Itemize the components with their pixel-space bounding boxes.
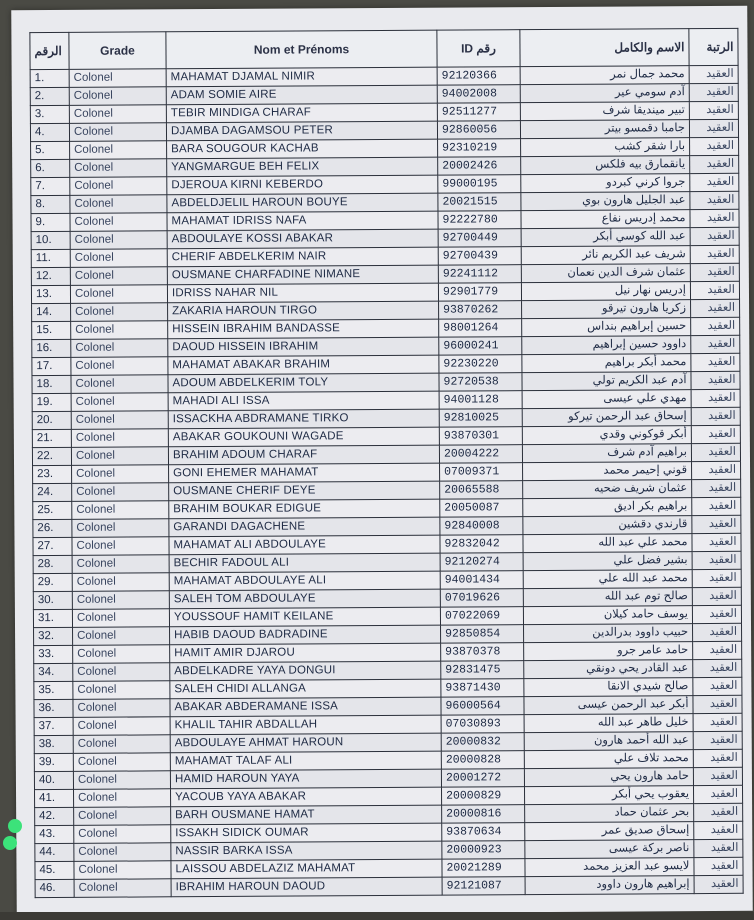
row-arabic-name: براهيم آدم شرف xyxy=(522,444,691,463)
row-id: 92901779 xyxy=(438,283,521,302)
row-id: 92120274 xyxy=(440,553,523,572)
row-arabic-name: خليل طاهر عبد الله xyxy=(524,714,693,733)
row-grade: Colonel xyxy=(70,231,167,250)
header-arabic-name: الاسم والكامل xyxy=(520,29,689,67)
row-number: 26. xyxy=(33,519,72,537)
row-arabic-name: عبد الجليل هارون بوي xyxy=(521,192,690,211)
row-arabic-grade: العقيد xyxy=(691,425,740,443)
row-grade: Colonel xyxy=(72,483,169,502)
row-grade: Colonel xyxy=(72,501,169,520)
row-number: 25. xyxy=(33,501,72,519)
row-arabic-grade: العقيد xyxy=(691,407,740,425)
row-arabic-grade: العقيد xyxy=(693,677,742,695)
row-arabic-grade: العقيد xyxy=(692,569,741,587)
row-name: CHERIF ABDELKERIM NAIR xyxy=(167,247,438,267)
row-grade: Colonel xyxy=(72,591,169,610)
row-number: 16. xyxy=(32,339,71,357)
row-number: 12. xyxy=(31,267,70,285)
row-arabic-grade: العقيد xyxy=(693,731,742,749)
row-name: ADAM SOMIE AIRE xyxy=(166,85,437,105)
row-grade: Colonel xyxy=(71,321,168,340)
row-arabic-name: حامد عامر جرو xyxy=(524,642,693,661)
row-grade: Colonel xyxy=(73,663,170,682)
row-arabic-grade: العقيد xyxy=(692,587,741,605)
row-grade: Colonel xyxy=(73,627,170,646)
row-id: 96000564 xyxy=(441,697,524,716)
row-grade: Colonel xyxy=(70,159,167,178)
row-grade: Colonel xyxy=(72,519,169,538)
row-arabic-name: حامد هارون يحي xyxy=(524,768,693,787)
row-name: BARH OUSMANE HAMAT xyxy=(171,805,442,825)
row-name: ABDOULAYE AHMAT HAROUN xyxy=(170,733,441,753)
row-number: 3. xyxy=(30,105,69,123)
row-name: MAHAMAT IDRISS NAFA xyxy=(167,211,438,231)
row-arabic-grade: العقيد xyxy=(694,821,743,839)
row-arabic-grade: العقيد xyxy=(691,335,740,353)
row-arabic-grade: العقيد xyxy=(693,749,742,767)
row-arabic-name: محمد جمال نمر xyxy=(520,66,689,85)
row-grade: Colonel xyxy=(73,753,170,772)
row-arabic-name: إدريس نهار نيل xyxy=(521,282,690,301)
row-id: 92840008 xyxy=(440,517,523,536)
row-grade: Colonel xyxy=(72,555,169,574)
row-grade: Colonel xyxy=(74,879,171,898)
row-arabic-grade: العقيد xyxy=(690,173,739,191)
row-grade: Colonel xyxy=(70,267,167,286)
row-name: YANGMARGUE BEH FELIX xyxy=(167,157,438,177)
row-number: 43. xyxy=(35,825,74,843)
row-arabic-grade: العقيد xyxy=(693,695,742,713)
row-arabic-grade: العقيد xyxy=(689,119,738,137)
row-id: 93870634 xyxy=(442,823,525,842)
row-arabic-grade: العقيد xyxy=(691,443,740,461)
row-number: 6. xyxy=(31,159,70,177)
row-arabic-grade: العقيد xyxy=(694,803,743,821)
row-arabic-name: محمد علي عبد الله xyxy=(523,534,692,553)
row-number: 9. xyxy=(31,213,70,231)
row-id: 20000828 xyxy=(441,751,524,770)
row-name: ABDELKADRE YAYA DONGUI xyxy=(170,661,441,681)
row-id: 93870262 xyxy=(439,301,522,320)
row-name: IDRISS NAHAR NIL xyxy=(167,283,438,303)
row-id: 92720538 xyxy=(439,373,522,392)
row-name: BRAHIM ADOUM CHARAF xyxy=(168,445,439,465)
row-name: OUSMANE CHERIF DEYE xyxy=(169,481,440,501)
row-arabic-grade: العقيد xyxy=(692,515,741,533)
row-grade: Colonel xyxy=(73,699,170,718)
row-number: 2. xyxy=(30,87,69,105)
row-arabic-grade: العقيد xyxy=(690,227,739,245)
row-id: 20050087 xyxy=(440,499,523,518)
bottom-edge xyxy=(0,912,754,920)
row-number: 37. xyxy=(34,717,73,735)
row-grade: Colonel xyxy=(72,537,169,556)
row-arabic-name: يعقوب يحي أبكر xyxy=(524,786,693,805)
row-name: HAMIT AMIR DJAROU xyxy=(170,643,441,663)
row-arabic-name: محمد عبد الله علي xyxy=(523,570,692,589)
row-arabic-name: إسحاق عبد الرحمن تيركو xyxy=(522,408,691,427)
row-id: 92700449 xyxy=(438,229,521,248)
row-name: MAHAMAT ABAKAR BRAHIM xyxy=(168,355,439,375)
row-number: 21. xyxy=(32,429,71,447)
row-arabic-grade: العقيد xyxy=(691,389,740,407)
row-grade: Colonel xyxy=(74,807,171,826)
row-number: 33. xyxy=(34,645,73,663)
row-id: 92700439 xyxy=(438,247,521,266)
row-id: 92810025 xyxy=(439,409,522,428)
row-arabic-name: صالح شيدي الانقا xyxy=(524,678,693,697)
row-name: YOUSSOUF HAMIT KEILANE xyxy=(169,607,440,627)
row-arabic-grade: العقيد xyxy=(691,371,740,389)
row-number: 22. xyxy=(32,447,71,465)
row-name: BECHIR FADOUL ALI xyxy=(169,553,440,573)
row-id: 20021289 xyxy=(442,859,525,878)
row-name: MAHADI ALI ISSA xyxy=(168,391,439,411)
row-arabic-name: عبد الله كوسي أبكر xyxy=(521,228,690,247)
row-arabic-name: آدم عبد الكريم تولي xyxy=(522,372,691,391)
row-id: 93870301 xyxy=(439,427,522,446)
row-arabic-name: براهيم بكر اديق xyxy=(523,498,692,517)
row-arabic-name: صالح توم عبد الله xyxy=(523,588,692,607)
row-number: 1. xyxy=(30,69,69,87)
row-arabic-grade: العقيد xyxy=(690,245,739,263)
row-arabic-grade: العقيد xyxy=(690,191,739,209)
row-id: 20002426 xyxy=(438,157,521,176)
row-name: MAHAMAT ABDOULAYE ALI xyxy=(169,571,440,591)
row-arabic-name: يانقمارق بيه فلكس xyxy=(521,156,690,175)
row-id: 07009371 xyxy=(440,463,523,482)
table-header-row xyxy=(30,28,738,69)
row-number: 38. xyxy=(34,735,73,753)
row-name: TEBIR MINDIGA CHARAF xyxy=(166,103,437,123)
row-id: 99000195 xyxy=(438,175,521,194)
row-id: 93870378 xyxy=(441,643,524,662)
row-arabic-grade: العقيد xyxy=(691,299,740,317)
row-arabic-name: أبكر قوكوني وقدي xyxy=(522,426,691,445)
row-number: 15. xyxy=(32,321,71,339)
roster-body xyxy=(30,65,743,897)
row-id: 92511277 xyxy=(437,103,520,122)
row-grade: Colonel xyxy=(71,447,168,466)
row-arabic-name: جروا كرني كبردو xyxy=(521,174,690,193)
row-id: 07019626 xyxy=(440,589,523,608)
row-name: DJAMBA DAGAMSOU PETER xyxy=(166,121,437,141)
row-arabic-grade: العقيد xyxy=(694,875,743,893)
row-arabic-grade: العقيد xyxy=(690,281,739,299)
row-number: 35. xyxy=(34,681,73,699)
row-arabic-name: إسحاق صديق عمر xyxy=(525,822,694,841)
row-grade: Colonel xyxy=(69,105,166,124)
row-number: 19. xyxy=(32,393,71,411)
row-number: 45. xyxy=(35,861,74,879)
header-arabic-grade: الرتبة xyxy=(689,28,738,65)
row-number: 34. xyxy=(34,663,73,681)
row-number: 28. xyxy=(33,555,72,573)
row-name: LAISSOU ABDELAZIZ MAHAMAT xyxy=(171,859,442,879)
row-number: 41. xyxy=(35,789,74,807)
row-arabic-name: قوني إحيمر محمد xyxy=(523,462,692,481)
row-grade: Colonel xyxy=(69,69,166,88)
row-arabic-grade: العقيد xyxy=(692,551,741,569)
row-number: 20. xyxy=(32,411,71,429)
row-name: ABAKAR ABDERAMANE ISSA xyxy=(170,697,441,717)
row-arabic-grade: العقيد xyxy=(693,767,742,785)
row-id: 20000832 xyxy=(441,733,524,752)
row-arabic-name: محمد تلاف علي xyxy=(524,750,693,769)
row-arabic-name: إبراهيم هارون داوود xyxy=(525,876,694,895)
row-name: ABDELDJELIL HAROUN BOUYE xyxy=(167,193,438,213)
row-id: 20004222 xyxy=(439,445,522,464)
row-grade: Colonel xyxy=(73,645,170,664)
row-arabic-grade: العقيد xyxy=(694,839,743,857)
row-grade: Colonel xyxy=(73,771,170,790)
row-name: MAHAMAT DJAMAL NIMIR xyxy=(166,67,437,87)
row-name: ISSACKHA ABDRAMANE TIRKO xyxy=(168,409,439,429)
row-arabic-name: ناصر بركة عيسى xyxy=(525,840,694,859)
row-grade: Colonel xyxy=(73,681,170,700)
row-arabic-grade: العقيد xyxy=(693,713,742,731)
row-arabic-name: عبد القادر يحي دونقي xyxy=(524,660,693,679)
row-arabic-name: حبيب داوود بدرالدين xyxy=(524,624,693,643)
header-name: Nom et Prénoms xyxy=(166,30,437,69)
row-name: MAHAMAT TALAF ALI xyxy=(170,751,441,771)
row-arabic-name: أبكر عبد الرحمن عيسى xyxy=(524,696,693,715)
row-name: DJEROUA KIRNI KEBERDO xyxy=(167,175,438,195)
row-number: 29. xyxy=(33,573,72,591)
row-grade: Colonel xyxy=(71,411,168,430)
row-grade: Colonel xyxy=(72,573,169,592)
row-id: 20021515 xyxy=(438,193,521,212)
row-number: 8. xyxy=(31,195,70,213)
row-name: OUSMANE CHARFADINE NIMANE xyxy=(167,265,438,285)
green-marker-dot xyxy=(8,819,22,833)
row-name: YACOUB YAYA ABAKAR xyxy=(171,787,442,807)
row-number: 32. xyxy=(34,627,73,645)
row-id: 92310219 xyxy=(438,139,521,158)
row-arabic-grade: العقيد xyxy=(690,137,739,155)
row-number: 14. xyxy=(32,303,71,321)
row-arabic-grade: العقيد xyxy=(693,641,742,659)
row-number: 39. xyxy=(34,753,73,771)
row-number: 40. xyxy=(34,771,73,789)
row-number: 23. xyxy=(33,465,72,483)
row-name: GARANDI DAGACHENE xyxy=(169,517,440,537)
row-name: SALEH TOM ABDOULAYE xyxy=(169,589,440,609)
row-grade: Colonel xyxy=(72,465,169,484)
row-arabic-grade: العقيد xyxy=(689,83,738,101)
row-grade: Colonel xyxy=(70,141,167,160)
row-number: 24. xyxy=(33,483,72,501)
row-grade: Colonel xyxy=(72,609,169,628)
row-grade: Colonel xyxy=(70,213,167,232)
row-number: 36. xyxy=(34,699,73,717)
row-arabic-name: تبير مينديقا شرف xyxy=(520,102,689,121)
row-arabic-name: مهدي علي عيسى xyxy=(522,390,691,409)
row-name: GONI EHEMER MAHAMAT xyxy=(169,463,440,483)
row-arabic-name: قارندي دقشين xyxy=(523,516,692,535)
row-arabic-grade: العقيد xyxy=(690,209,739,227)
row-grade: Colonel xyxy=(69,87,166,106)
row-number: 11. xyxy=(31,249,70,267)
row-id: 20000923 xyxy=(442,841,525,860)
row-number: 10. xyxy=(31,231,70,249)
row-grade: Colonel xyxy=(70,177,167,196)
row-arabic-grade: العقيد xyxy=(690,263,739,281)
row-grade: Colonel xyxy=(73,717,170,736)
row-name: HABIB DAOUD BADRADINE xyxy=(170,625,441,645)
row-id: 92230220 xyxy=(439,355,522,374)
row-id: 20065588 xyxy=(440,481,523,500)
row-name: DAOUD HISSEIN IBRAHIM xyxy=(168,337,439,357)
row-arabic-name: جامبا دقمسو بيتر xyxy=(520,120,689,139)
row-id: 20000829 xyxy=(441,787,524,806)
row-name: SALEH CHIDI ALLANGA xyxy=(170,679,441,699)
row-grade: Colonel xyxy=(74,843,171,862)
row-id: 94002008 xyxy=(437,85,520,104)
row-grade: Colonel xyxy=(70,285,167,304)
row-id: 92222780 xyxy=(438,211,521,230)
row-id: 20000816 xyxy=(442,805,525,824)
row-grade: Colonel xyxy=(71,375,168,394)
row-arabic-name: عثمان شرف الدين نعمان xyxy=(521,264,690,283)
row-number: 44. xyxy=(35,843,74,861)
row-grade: Colonel xyxy=(73,735,170,754)
row-number: 31. xyxy=(33,609,72,627)
row-number: 17. xyxy=(32,357,71,375)
row-id: 92850854 xyxy=(441,625,524,644)
row-id: 93871430 xyxy=(441,679,524,698)
row-id: 07030893 xyxy=(441,715,524,734)
row-arabic-name: لايسو عبد العزيز محمد xyxy=(525,858,694,877)
row-number: 30. xyxy=(33,591,72,609)
row-grade: Colonel xyxy=(70,195,167,214)
row-arabic-name: داوود حسين إبراهيم xyxy=(522,336,691,355)
row-grade: Colonel xyxy=(71,357,168,376)
row-grade: Colonel xyxy=(74,861,171,880)
row-arabic-grade: العقيد xyxy=(689,65,738,83)
row-id: 98001264 xyxy=(439,319,522,338)
row-id: 92121087 xyxy=(442,877,525,896)
row-arabic-name: عثمان شريف ضحيه xyxy=(523,480,692,499)
row-arabic-grade: العقيد xyxy=(689,101,738,119)
row-arabic-name: زكريا هارون تيرقو xyxy=(522,300,691,319)
row-number: 4. xyxy=(30,123,69,141)
row-name: HAMID HAROUN YAYA xyxy=(170,769,441,789)
row-arabic-grade: العقيد xyxy=(693,623,742,641)
row-name: BARA SOUGOUR KACHAB xyxy=(167,139,438,159)
row-grade: Colonel xyxy=(74,825,171,844)
row-id: 92860056 xyxy=(437,121,520,140)
row-grade: Colonel xyxy=(74,789,171,808)
row-arabic-grade: العقيد xyxy=(692,533,741,551)
row-name: HISSEIN IBRAHIM BANDASSE xyxy=(168,319,439,339)
header-grade: Grade xyxy=(69,32,166,70)
row-arabic-grade: العقيد xyxy=(691,353,740,371)
row-id: 92831475 xyxy=(441,661,524,680)
row-number: 27. xyxy=(33,537,72,555)
row-id: 92832042 xyxy=(440,535,523,554)
row-arabic-name: محمد أبكر براهيم xyxy=(522,354,691,373)
green-marker-dot xyxy=(3,836,17,850)
row-name: ABDOULAYE KOSSI ABAKAR xyxy=(167,229,438,249)
row-arabic-grade: العقيد xyxy=(692,605,741,623)
row-id: 94001128 xyxy=(439,391,522,410)
row-grade: Colonel xyxy=(70,249,167,268)
document-page xyxy=(11,6,753,915)
row-arabic-grade: العقيد xyxy=(692,497,741,515)
row-name: KHALIL TAHIR ABDALLAH xyxy=(170,715,441,735)
roster-table xyxy=(29,28,743,898)
row-arabic-name: آدم سومي عير xyxy=(520,84,689,103)
row-arabic-name: حسين إبراهيم بنداس xyxy=(522,318,691,337)
row-id: 07022069 xyxy=(440,607,523,626)
table-row xyxy=(35,875,743,897)
header-number: ﺍﻟﺮﻗﻢ xyxy=(30,32,69,69)
row-arabic-name: عبد الله أحمد هارون xyxy=(524,732,693,751)
row-number: 42. xyxy=(35,807,74,825)
row-id: 92120366 xyxy=(437,67,520,86)
row-number: 7. xyxy=(31,177,70,195)
row-arabic-grade: العقيد xyxy=(692,461,741,479)
row-arabic-grade: العقيد xyxy=(690,155,739,173)
row-number: 5. xyxy=(31,141,70,159)
row-arabic-name: شريف عبد الكريم نائر xyxy=(521,246,690,265)
row-id: 94001434 xyxy=(440,571,523,590)
row-name: ISSAKH SIDICK OUMAR xyxy=(171,823,442,843)
row-arabic-grade: العقيد xyxy=(693,785,742,803)
row-number: 13. xyxy=(31,285,70,303)
row-id: 96000241 xyxy=(439,337,522,356)
row-name: IBRAHIM HAROUN DAOUD xyxy=(171,877,442,897)
row-id: 92241112 xyxy=(438,265,521,284)
row-name: BRAHIM BOUKAR EDIGUE xyxy=(169,499,440,519)
row-arabic-grade: العقيد xyxy=(692,479,741,497)
row-arabic-name: بحر عثمان حماد xyxy=(525,804,694,823)
row-grade: Colonel xyxy=(71,339,168,358)
row-arabic-grade: العقيد xyxy=(693,659,742,677)
row-arabic-name: بارا شقر كشب xyxy=(521,138,690,157)
row-number: 18. xyxy=(32,375,71,393)
row-name: MAHAMAT ALI ABDOULAYE xyxy=(169,535,440,555)
row-id: 20001272 xyxy=(441,769,524,788)
row-name: ADOUM ABDELKERIM TOLY xyxy=(168,373,439,393)
row-name: ABAKAR GOUKOUNI WAGADE xyxy=(168,427,439,447)
header-id: ID رقم xyxy=(437,30,520,68)
row-grade: Colonel xyxy=(69,123,166,142)
row-grade: Colonel xyxy=(71,393,168,412)
row-arabic-name: يوسف حامد كيلان xyxy=(523,606,692,625)
row-arabic-grade: العقيد xyxy=(691,317,740,335)
row-grade: Colonel xyxy=(71,303,168,322)
row-grade: Colonel xyxy=(71,429,168,448)
row-number: 46. xyxy=(35,879,74,897)
row-arabic-grade: العقيد xyxy=(694,857,743,875)
row-arabic-name: بشير فضل علي xyxy=(523,552,692,571)
row-name: ZAKARIA HAROUN TIRGO xyxy=(168,301,439,321)
row-arabic-name: محمد إدريس نفاع xyxy=(521,210,690,229)
row-name: NASSIR BARKA ISSA xyxy=(171,841,442,861)
